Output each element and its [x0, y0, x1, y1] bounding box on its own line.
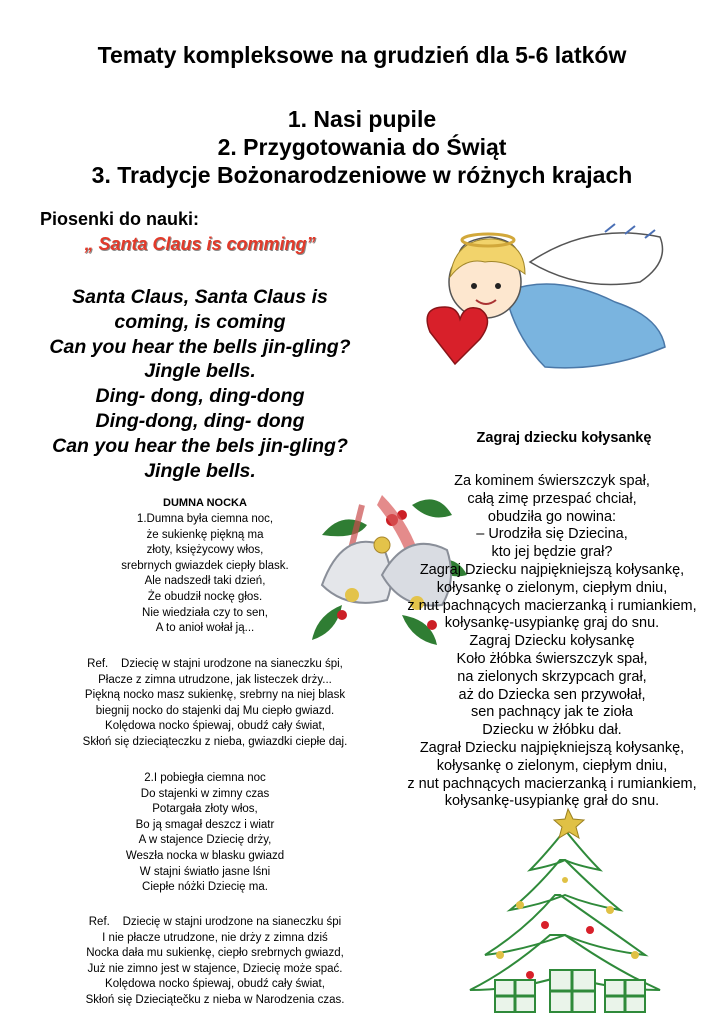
lyric-line: że sukienkę piękną ma	[146, 528, 264, 541]
lyric-line: Płacze z zimna utrudzone, jak listeczek drży...	[98, 673, 332, 686]
lyric-line: Skłoń się dzieciąteczku z nieba, gwiazdki ciepłe daj.	[82, 735, 348, 748]
lyric-line: Ref. Dziecię w stajni urodzone na sianeczku śpi	[88, 916, 342, 928]
songs-heading: Piosenki do nauki:	[40, 209, 200, 229]
lyric-line: 1.Dumna była ciemna noc,	[136, 513, 274, 525]
lyric-line: z nut pachnących macierzanką i rumiankiem,	[407, 597, 697, 614]
lyric-line: Skłoń się Dzieciątečku z nieba w Narodzenia czas.	[85, 993, 345, 1006]
song-title-santa-claus: „ Santa Claus is comming”	[84, 234, 316, 254]
song-lyrics-santa-claus	[30, 285, 370, 483]
lyric-line: Kolędowa nocko śpiewaj, obudź cały świat,	[105, 720, 325, 733]
lyric-line: złoty, księżycowy włos,	[146, 544, 264, 557]
lyric-line: Ding-dong, ding- dong	[95, 409, 305, 432]
lyric-line: Nie wiedziała czy to sen,	[142, 606, 268, 619]
lyric-line: sen pachnący jak te zioła	[470, 704, 633, 721]
lyric-line: Ale nadszedł taki dzień,	[144, 575, 266, 588]
lyric-line: kołysankę-usypiankę grał do snu.	[444, 793, 660, 810]
song-lyrics-kolysanka	[380, 473, 724, 811]
lyric-line: Jingle bells.	[144, 459, 256, 482]
christmas-tree-illustration	[460, 805, 680, 1020]
lyric-line: Santa Claus, Santa Claus is	[72, 286, 328, 308]
lyric-line: Dziecku w żłóbku dał.	[482, 722, 622, 739]
lyric-line: kto jej będzie grał?	[491, 544, 613, 561]
lyric-line: Can you hear the bels jin-gling?	[52, 434, 348, 457]
angel-illustration	[410, 222, 700, 382]
song-title-kolysanka: Zagraj dziecku kołysankę	[476, 430, 652, 446]
lyric-line: z nut pachnących macierzanką i rumiankiem,	[407, 775, 697, 792]
lyric-line: Koło żłóbka świerszczyk spał,	[456, 650, 648, 667]
lyric-line: biegnij nocko do stajenki daj Mu ciepło gwiazd.	[95, 704, 335, 717]
lyric-line: Jingle bells.	[144, 360, 256, 383]
lyric-line: W stajni światło jasne lśni	[139, 865, 271, 878]
song-title-dumna-nocka: DUMNA NOCKA	[163, 497, 247, 509]
lyric-line: Że obudził nockę głos.	[147, 590, 263, 603]
lyric-line: Piękną nocko masz sukienkę, srebrny na niej blask	[84, 689, 346, 702]
lyric-line: aż do Dziecka sen przywołał,	[458, 686, 646, 703]
lyric-line: Weszła nocka w blasku gwiazd	[125, 849, 285, 862]
lyric-line: Zagraj Dziecku najpiękniejszą kołysankę,	[419, 561, 685, 578]
lyric-line: coming, is coming	[114, 310, 286, 333]
song-refrain-2	[40, 915, 390, 1009]
lyric-line: kołysankę-usypiankę graj do snu.	[444, 615, 660, 632]
lyric-line: I nie płacze utrudzone, nie drży z zimna dziś	[102, 931, 328, 944]
lyric-line: kołysankę o zielonym, ciepłym dniu,	[436, 579, 668, 596]
lyric-line: Ding- dong, ding-dong	[95, 385, 305, 408]
lyric-line: srebrnych gwiazdek ciepły blask.	[121, 559, 289, 572]
lyric-line: całą zimę przespać chciał,	[467, 490, 637, 507]
topic-item: 1. Nasi pupile	[287, 106, 437, 132]
lyric-line: Ref. Dziecię w stajni urodzone na sianeczku śpi,	[87, 658, 343, 670]
page-title: Tematy kompleksowe na grudzień dla 5-6 latków	[97, 42, 627, 68]
lyric-line: Zagraj Dziecku kołysankę	[469, 633, 635, 650]
lyric-line: Do stajenki w zimny czas	[140, 787, 270, 800]
lyric-line: Kolędowa nocko śpiewaj, obudź cały świat,	[105, 978, 325, 991]
topic-item: 2. Przygotowania do Świąt	[217, 134, 507, 160]
song-verse-1	[80, 512, 330, 637]
lyric-line: Bo ją smagał deszcz i wiatr	[135, 818, 275, 831]
lyric-line: kołysankę o zielonym, ciepłym dniu,	[436, 757, 668, 774]
lyric-line: – Urodziła się Dziecina,	[476, 526, 628, 543]
lyric-line: Nocka dała mu sukienkę, ciepło srebrnych gwiazd,	[86, 947, 344, 960]
lyric-line: A to anioł wołał ją...	[155, 622, 255, 635]
lyric-line: Za kominem świerszczyk spał,	[454, 473, 650, 489]
lyric-line: Ciepłe nóżki Dziecię ma.	[142, 881, 268, 894]
lyric-line: Już nie zimno jest w stajence, Dziecię może spać.	[87, 962, 343, 975]
lyric-line: 2.I pobiegła ciemna noc	[144, 772, 266, 784]
lyric-line: A w stajence Dziecię drży,	[138, 834, 272, 847]
song-refrain-1	[40, 657, 390, 751]
lyric-line: obudziła go nowina:	[487, 508, 617, 525]
topic-item: 3. Tradycje Bożonarodzeniowe w różnych krajach	[91, 162, 633, 188]
lyric-line: Can you hear the bells jin-gling?	[49, 335, 351, 358]
lyric-line: na zielonych skrzypcach grał,	[457, 668, 647, 685]
lyric-line: Zagrał Dziecku najpiękniejszą kołysankę,	[419, 739, 685, 756]
topics-list	[0, 105, 724, 189]
lyric-line: Potargała złoty włos,	[152, 803, 258, 816]
song-verse-2	[80, 771, 330, 896]
